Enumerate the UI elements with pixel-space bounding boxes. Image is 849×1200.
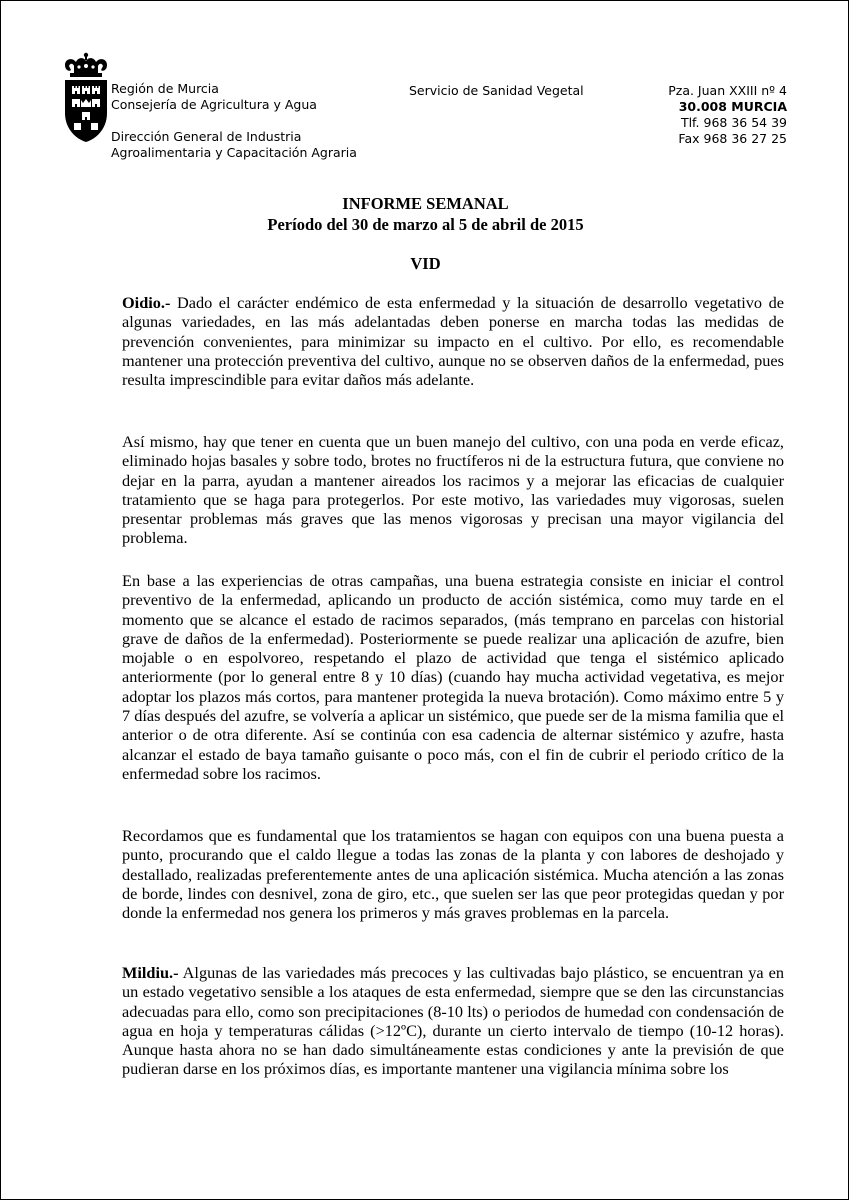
org-directorate-cont: Agroalimentaria y Capacitación Agraria [111, 145, 357, 160]
crop-heading: VID [410, 254, 441, 273]
paragraph-oidio [122, 293, 784, 389]
org-region: Región de Murcia [111, 81, 219, 96]
address-fax: Fax 968 36 27 25 [678, 131, 787, 146]
region-crest-icon [62, 51, 110, 143]
mildiu-label: Mildiu.- [122, 963, 179, 982]
report-period: Período del 30 de marzo al 5 de abril de 2015 [267, 215, 584, 234]
address-city: 30.008 MURCIA [678, 99, 787, 114]
report-title: INFORME SEMANAL [342, 194, 509, 213]
paragraph-equipment: Recordamos que es fundamental que los tratamientos se hagan con equipos con una buena puesta a punto, procurando que el caldo llegue a todas las zonas de la planta y con labores de deshojado y destallado, realizadas preferentemente antes de una aplicación sistémica. Mucha atención a las zonas de borde, lindes con desnivel, zona de giro, etc., que suelen ser las que peor protegidas quedan y por donde la enfermedad nos genera los primeros y más graves problemas en la parcela. [122, 826, 784, 923]
paragraph-mildiu [122, 963, 784, 1079]
address-block [641, 83, 787, 147]
oidio-text: Dado el carácter endémico de esta enfermedad y la situación de desarrollo vegetativo de algunas variedades, en las más adelantadas deben ponerse en marcha todas las medidas de prevención convenientes, para minimizar su impacto en el cultivo. Por ello, es recomendable mantener una protección preventiva del cultivo, aunque no se observen daños de la enfermedad, pues resulta imprescindible para evitar daños más adelante. [122, 293, 784, 390]
org-department: Consejería de Agricultura y Agua [111, 97, 317, 112]
oidio-label: Oidio.- [122, 293, 171, 312]
mildiu-text: Algunas de las variedades más precoces y las cultivadas bajo plástico, se encuentran ya en un estado vegetativo sensible a los ataques de esta enfermedad, siempre que se den las circunstancias adecuadas para ello, como son precipitaciones (8-10 lts) o periodos de humedad con condensación de agua en hoja y temperaturas cálidas (>12ºC), durante un cierto intervalo de tiempo (10-12 horas). Aunque hasta ahora no se han dado simultáneamente estas condiciones y ante la previsión de que pudieran darse en los próximos días, es importante mantener una vigilancia mínima sobre los [122, 963, 784, 1079]
address-street: Pza. Juan XXIII nº 4 [668, 83, 787, 98]
organization-block [111, 81, 401, 161]
org-directorate: Dirección General de Industria [111, 129, 302, 144]
paragraph-treatment-strategy: En base a las experiencias de otras campañas, una buena estrategia consiste en iniciar el control preventivo de la enfermedad, aplicando un producto de acción sistémica, como muy tarde en el momento que se alcance el estado de racimos separados, (más temprano en parcelas con historial grave de daños de la enfermedad). Posteriormente se puede realizar una aplicación de azufre, bien mojable o en espolvoreo, respetando el plazo de actividad que tenga el sistémico aplicado anteriormente (por lo general entre 8 y 10 días) (cuando hay mucha actividad vegetativa, es mejor adoptar los plazos más cortos, para mantener protegida la nueva brotación). Como máximo entre 5 y 7 días después del azufre, se volvería a aplicar un sistémico, que puede ser de la misma familia que el anterior o de otra diferente. Así se continúa con esa cadencia de alternar sistémico y azufre, hasta alcanzar el estado de baya tamaño guisante o poco más, con el fin de cubrir el periodo crítico de la enfermedad sobre los racimos. [122, 571, 784, 783]
paragraph-crop-management: Así mismo, hay que tener en cuenta que un buen manejo del cultivo, con una poda en verde eficaz, eliminado hojas basales y sobre todo, brotes no fructíferos ni de la estructura futura, que conviene no dejar en la parra, ayudan a mantener aireados los racimos y a mejorar las eficacias de cualquier tratamiento que se haga para protegerlos. Por este motivo, las variedades muy vigorosas, suelen presentar problemas más graves que las menos vigorosas y precisan una mayor vigilancia del problema. [122, 432, 784, 548]
service-name: Servicio de Sanidad Vegetal [409, 83, 584, 98]
address-phone: Tlf. 968 36 54 39 [680, 115, 787, 130]
